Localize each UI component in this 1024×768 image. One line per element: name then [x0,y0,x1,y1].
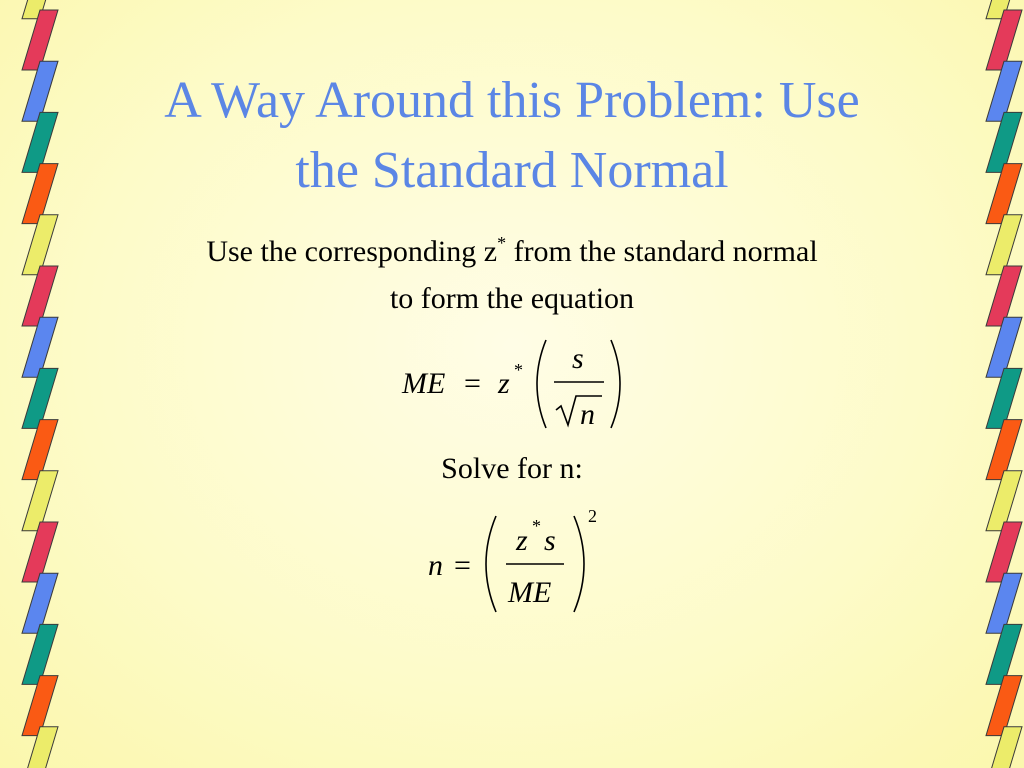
eq1-numerator: s [572,342,584,375]
margin-of-error-equation [396,330,636,440]
slide-title-line-1: A Way Around this Problem: Use [164,72,860,129]
eq1-denominator: n [580,398,595,431]
eq2-exponent: 2 [588,506,597,526]
eq2-num-z: z [516,524,528,557]
right-stripe-border [964,0,1024,768]
intro-text-after: from the standard normal [506,235,818,268]
eq1-equals: = [464,367,481,400]
intro-superscript: * [497,233,507,253]
eq1-z: z [498,367,510,400]
eq2-num-s: s [544,524,556,557]
eq2-lhs: n [428,549,443,582]
eq1-sqrt-icon [556,396,602,425]
eq1-lhs: ME [402,367,446,400]
eq2-equals: = [454,549,471,582]
eq2-right-paren [574,516,584,612]
intro-text-before: Use the corresponding z [206,235,498,268]
sample-size-equation [424,502,614,618]
left-stripe-border [0,0,60,768]
intro-text-line-1 [60,226,964,269]
slide-title [60,66,964,206]
eq2-denominator: ME [508,576,552,609]
slide-title-line-2: the Standard Normal [295,142,729,199]
eq1-right-paren [611,340,620,428]
eq2-left-paren [486,516,496,612]
eq1-left-paren [537,340,546,428]
intro-text-line-2: to form the equation [389,282,635,315]
solve-text: Solve for n: [441,452,583,485]
eq2-num-star: * [532,516,541,536]
eq1-star: * [514,360,523,380]
